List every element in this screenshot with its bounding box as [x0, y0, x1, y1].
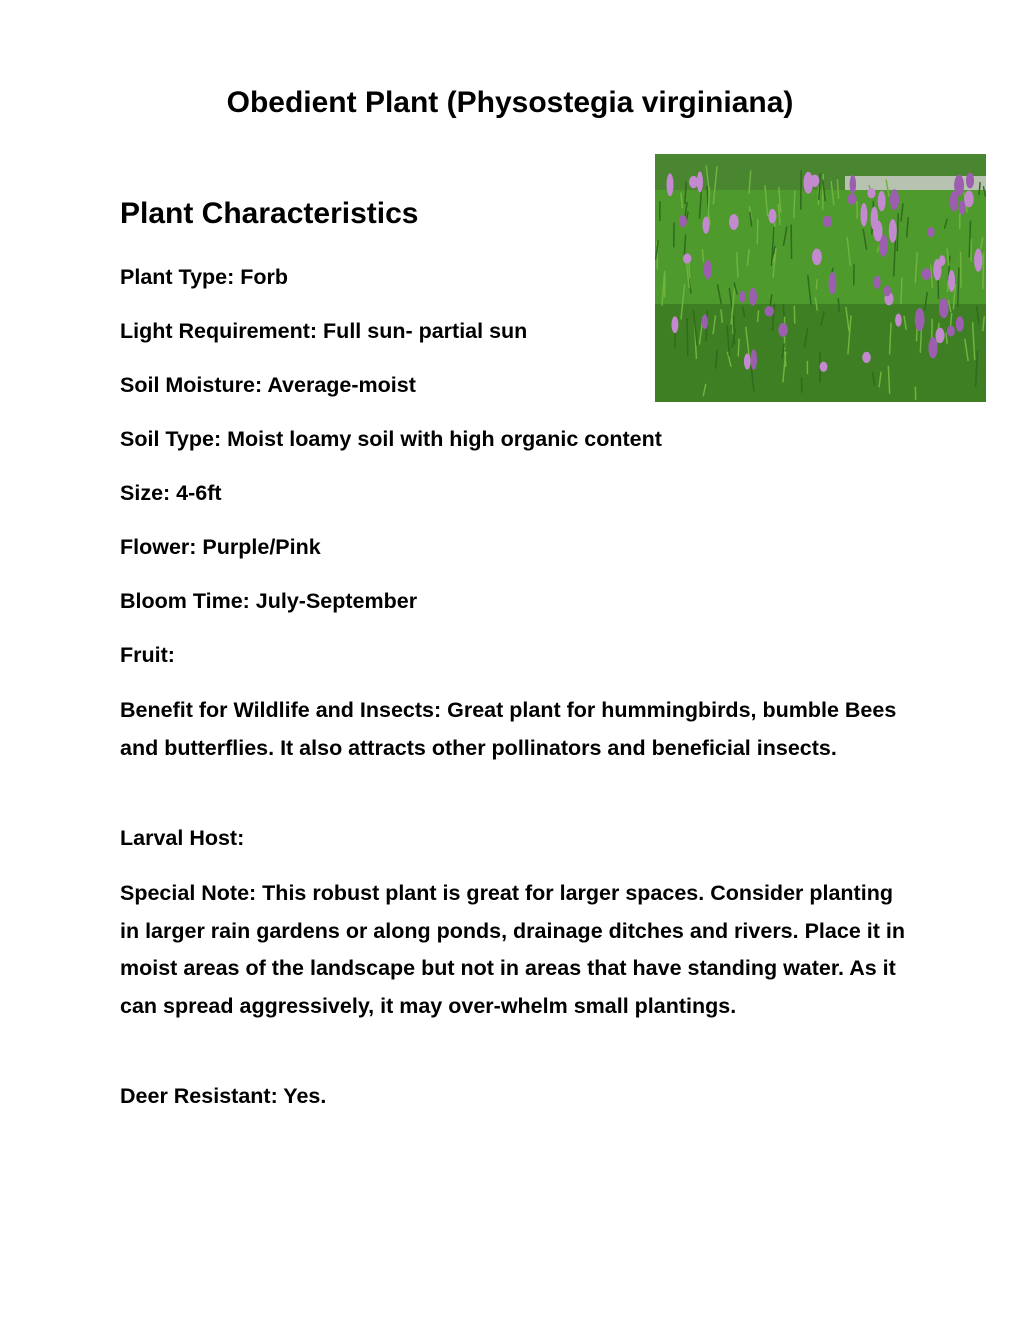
flower-spike	[850, 175, 857, 194]
field-soil-moisture: Soil Moisture: Average-moist	[120, 373, 416, 397]
flower-spike	[679, 215, 687, 227]
field-special-note: Special Note: This robust plant is great for larger spaces. Consider planting in larger rain gardens or along ponds, drainage ditches and rivers. Place it in moist areas of the landscape but not in areas that have standing water. As it can spread aggressively, it may over-whelm small plantings.	[120, 881, 911, 1018]
flower-spike	[959, 201, 966, 215]
flower-spike	[964, 191, 974, 208]
field-soil-type: Soil Type: Moist loamy soil with high organic content	[120, 427, 662, 451]
field-light-requirement: Light Requirement: Full sun- partial sun	[120, 319, 528, 343]
grass-blade	[946, 333, 947, 345]
flower-spike	[966, 173, 974, 189]
flower-spike	[873, 220, 882, 241]
field-size: Size: 4-6ft	[120, 481, 222, 505]
flower-spike	[915, 308, 925, 331]
field-deer-resistant: Deer Resistant: Yes.	[120, 1084, 327, 1108]
flower-spike	[667, 173, 674, 196]
grass-blade	[823, 174, 824, 210]
flower-spike	[927, 227, 934, 237]
grass-blade	[838, 298, 839, 312]
grass-blade	[983, 253, 984, 289]
field-fruit: Fruit:	[120, 643, 175, 667]
section-heading: Plant Characteristics	[120, 197, 419, 230]
flower-spike	[878, 191, 886, 211]
flower-spike	[702, 217, 709, 234]
flower-spike	[689, 176, 698, 188]
field-flower: Flower: Purple/Pink	[120, 535, 321, 559]
flower-spike	[933, 259, 941, 280]
flower-spike	[768, 209, 776, 224]
flower-spike	[948, 270, 955, 292]
page-title: Obedient Plant (Physostegia virginiana)	[226, 86, 794, 119]
flower-spike	[939, 298, 949, 318]
flower-spike	[823, 216, 832, 227]
field-bloom-time: Bloom Time: July-September	[120, 589, 418, 613]
flower-spike	[867, 188, 875, 198]
flower-spike	[862, 352, 871, 363]
field-plant-type: Plant Type: Forb	[120, 265, 289, 289]
flower-spike	[947, 326, 955, 337]
flower-spike	[956, 316, 964, 332]
flower-spike	[860, 203, 867, 226]
flower-spike	[810, 175, 819, 187]
grass-blade	[757, 219, 758, 245]
flower-spike	[974, 248, 982, 271]
flower-spike	[950, 191, 959, 211]
flower-spike	[935, 328, 944, 343]
flower-spike	[922, 268, 932, 280]
field-benefit-wildlife: Benefit for Wildlife and Insects: Great plant for hummingbirds, bumble Bees and butterflies. It also attracts other pollinators and beneficial insects.	[120, 698, 903, 760]
flower-spike	[889, 219, 897, 243]
flower-spike	[847, 194, 856, 205]
flower-spike	[890, 189, 899, 210]
flower-spike	[928, 337, 937, 358]
field-larval-host: Larval Host:	[120, 826, 245, 850]
flower-spike	[729, 214, 739, 230]
